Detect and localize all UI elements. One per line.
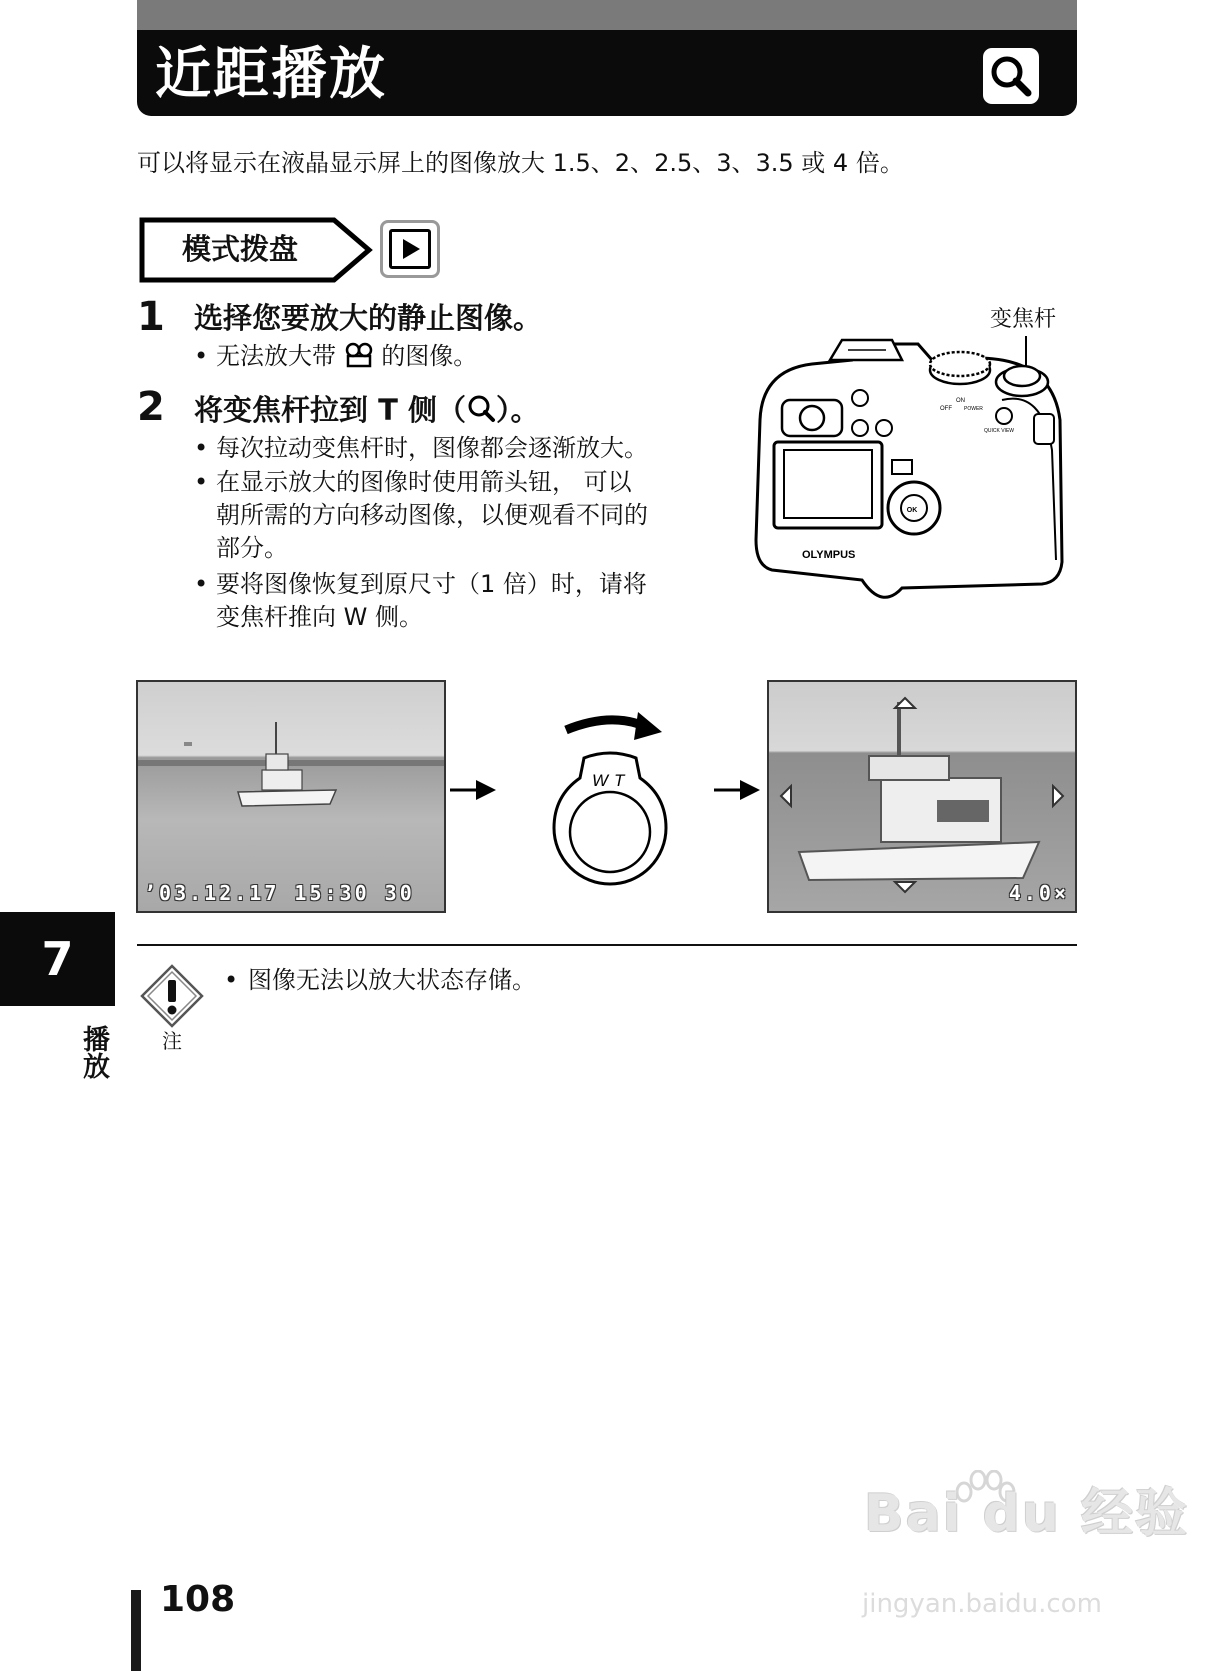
- power-label: POWER: [964, 406, 983, 412]
- photo-normal-view: [136, 680, 446, 913]
- on-label: ON: [956, 398, 965, 404]
- bullet-line: 朝所需的方向移动图像，以便观看不同的: [216, 501, 648, 529]
- bullet-text-before: 无法放大带: [216, 342, 344, 370]
- ok-button-label: OK: [906, 507, 918, 514]
- step-bullet: • 要将图像恢复到原尺寸（1 倍）时，请将 变焦杆推向 W 侧。: [194, 568, 647, 634]
- bullet-text-after: 的图像。: [373, 342, 478, 370]
- camera-brand: OLYMPUS: [802, 549, 856, 561]
- lever-t-label: T: [614, 771, 625, 790]
- arrow-right-icon: [712, 776, 762, 804]
- header-gray-band: [137, 0, 1077, 30]
- note-body: 图像无法以放大状态存储。: [248, 966, 536, 994]
- zoom-lever-diagram: [540, 700, 680, 890]
- movie-icon: [344, 342, 374, 377]
- lever-w-label: W: [592, 771, 609, 790]
- boat-photo-zoomed: [769, 682, 1075, 911]
- photo-zoomed-view: [767, 680, 1077, 913]
- step-number: 2: [137, 384, 165, 430]
- watermark-logo: Bai du 经验: [864, 1484, 1189, 1544]
- page-number: 108: [160, 1579, 236, 1620]
- note-caption: 注: [162, 1029, 182, 1053]
- camera-illustration: [752, 330, 1072, 610]
- off-label: OFF: [940, 406, 952, 412]
- quick-view-label: QUICK VIEW: [984, 428, 1015, 434]
- watermark-url: jingyan.baidu.com: [862, 1589, 1102, 1619]
- page-title: 近距播放: [155, 42, 387, 107]
- step-title: [194, 390, 540, 433]
- bullet-line: 部分。: [216, 534, 288, 562]
- page-number-bar: [131, 1590, 141, 1671]
- magnifier-icon: [983, 48, 1039, 104]
- step-title: 选择您要放大的静止图像。: [194, 301, 543, 335]
- photo-datetime-osd: ’03.12.17 15:30 30: [144, 881, 415, 905]
- step-title-after: ）。: [495, 393, 540, 427]
- bullet-line: 在显示放大的图像时使用箭头钮， 可以: [216, 468, 632, 496]
- chapter-number: 7: [41, 932, 74, 986]
- arrow-right-icon: [448, 776, 498, 804]
- playback-icon: [389, 229, 431, 269]
- step-number: 1: [137, 294, 165, 340]
- step-bullet: • 无法放大带 的图像。: [194, 340, 477, 377]
- bullet-line: 变焦杆推向 W 侧。: [216, 603, 423, 631]
- section-divider: [137, 944, 1077, 946]
- note-text: • 图像无法以放大状态存储。: [224, 966, 536, 994]
- step-bullet: • 每次拉动变焦杆时，图像都会逐渐放大。: [194, 434, 648, 462]
- intro-text: 可以将显示在液晶显示屏上的图像放大 1.5、2、2.5、3、3.5 或 4 倍。: [137, 149, 904, 177]
- chapter-label: 播放: [78, 1025, 109, 1079]
- step-title-before: 将变焦杆拉到 T 侧（: [194, 393, 466, 427]
- caution-icon: [140, 964, 204, 1028]
- bullet-line: 要将图像恢复到原尺寸（1 倍）时，请将: [216, 570, 647, 598]
- zoom-lever-label: 变焦杆: [990, 307, 1057, 332]
- mode-dial-label: 模式拨盘: [182, 232, 299, 266]
- zoom-ratio-osd: 4.0×: [1008, 881, 1069, 905]
- boat-photo: [138, 682, 444, 911]
- zoom-in-icon: [466, 393, 496, 433]
- bullet-text: 每次拉动变焦杆时，图像都会逐渐放大。: [216, 434, 648, 462]
- step-bullet: • 在显示放大的图像时使用箭头钮， 可以 朝所需的方向移动图像，以便观看不同的 部分。: [194, 466, 648, 565]
